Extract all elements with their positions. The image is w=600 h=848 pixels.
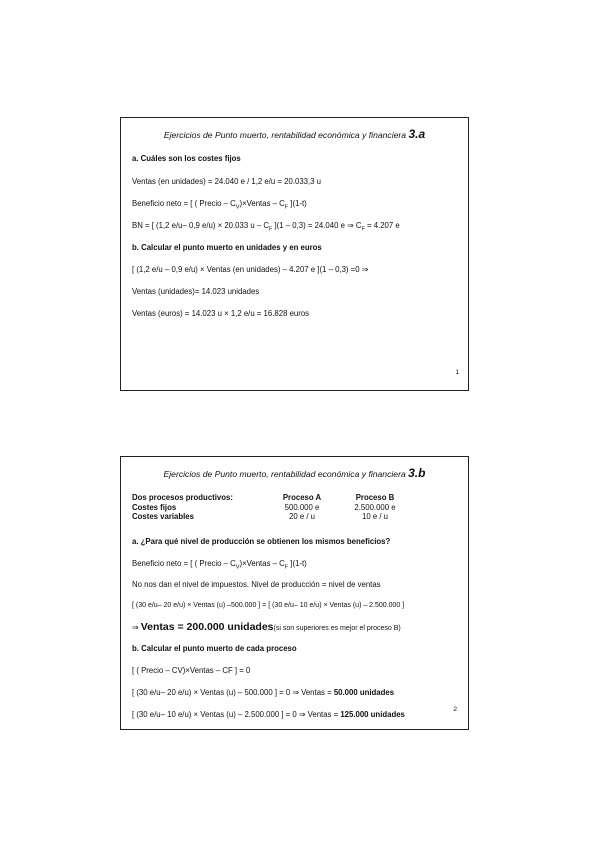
- slide-2-equality-eq: [ (30 e/u– 20 e/u) × Ventas (u) –500.000 ] = [ (30 e/u– 10 e/u) × Ventas (u) – 2.500.000 ]: [132, 602, 405, 609]
- slide-2: [120, 456, 469, 730]
- slide-1-title-text: Ejercicios de Punto muerto, rentabilidad económica y financiera: [163, 130, 407, 140]
- slide-1: [120, 117, 469, 391]
- slide-1-ventas-unidades: Ventas (en unidades) = 24.040 e / 1,2 e/u = 20.033,3 u: [132, 177, 322, 186]
- table-header-proceso-a: Proceso A: [282, 493, 322, 502]
- slide-2-heading-a: a. ¿Para qué nivel de producción se obtienen los mismos beneficios?: [132, 537, 391, 546]
- table-header-label: Dos procesos productivos:: [132, 493, 233, 502]
- slide-1-ventas-euros-result: Ventas (euros) = 14.023 u × 1,2 e/u = 16.828 euros: [132, 309, 310, 318]
- table-header-row: [132, 493, 462, 503]
- slide-2-title-number: 3.b: [408, 466, 426, 480]
- slide-1-heading-a: a. Cuáles son los costes fijos: [132, 154, 241, 163]
- slide-2-proceso-b-result: [ (30 e/u– 10 e/u) × Ventas (u) – 2.500.000 ] = 0 ⇒ Ventas = 125.000 unidades: [132, 710, 405, 719]
- table-header-proceso-b: Proceso B: [355, 493, 395, 502]
- slide-1-title-number: 3.a: [408, 127, 426, 141]
- slide-1-page-number: 1: [455, 369, 459, 376]
- slide-2-result-bold: Ventas = 200.000 unidades: [140, 621, 274, 633]
- slide-2-title: [121, 466, 468, 480]
- slide-2-punto-muerto-formula: [ ( Precio – CV)×Ventas – CF ] = 0: [132, 666, 251, 675]
- table-row-costes-variables: Costes variables 20 e / u 10 e / u: [132, 512, 388, 521]
- table-row-costes-fijos: Costes fijos 500.000 e 2.500.000 e: [132, 502, 396, 512]
- slide-1-punto-muerto-eq: [ (1,2 e/u – 0,9 e/u) × Ventas (en unidades) – 4.207 e ](1 – 0,3) =0 ⇒: [132, 265, 369, 274]
- slide-1-ventas-unidades-result: Ventas (unidades)= 14.023 unidades: [132, 287, 260, 296]
- slide-1-beneficio-formula: Beneficio neto = [ ( Precio – $C_V)\times Ventas - C_F$ ](1-t): [132, 199, 307, 211]
- slide-2-proceso-a-result: [ (30 e/u– 20 e/u) × Ventas (u) – 500.000 ] = 0 ⇒ Ventas = 50.000 unidades: [132, 688, 395, 697]
- slide-2-title-text: Ejercicios de Punto muerto, rentabilidad económica y financiera: [163, 469, 406, 479]
- slide-1-bn-calculation: BN = [ (1,2 e/u– 0,9 e/u) × 20.033 u – $C_F$ ](1 – 0,3) = 24.040 e ⇒ $C_F = 4.207$ e: [132, 221, 400, 233]
- arrow-icon: ⇒: [132, 623, 139, 632]
- slide-2-heading-b: b. Calcular el punto muerto de cada proceso: [132, 644, 297, 653]
- slide-2-result-note: (si son superiores es mejor el proceso B): [273, 625, 401, 632]
- process-table: [132, 493, 462, 522]
- slide-2-page-number: 2: [453, 706, 457, 713]
- slide-2-impuestos-note: No nos dan el nivel de impuestos. Nivel de producción = nivel de ventas: [132, 580, 381, 589]
- slide-1-heading-b: b. Calcular el punto muerto en unidades y en euros: [132, 243, 322, 252]
- slide-2-beneficio-formula: Beneficio neto = [ ( Precio – $C_V)\times Ventas - C_F$ ](1-t): [132, 559, 307, 571]
- slide-2-result-line: [132, 621, 401, 633]
- slide-1-title: [121, 127, 468, 141]
